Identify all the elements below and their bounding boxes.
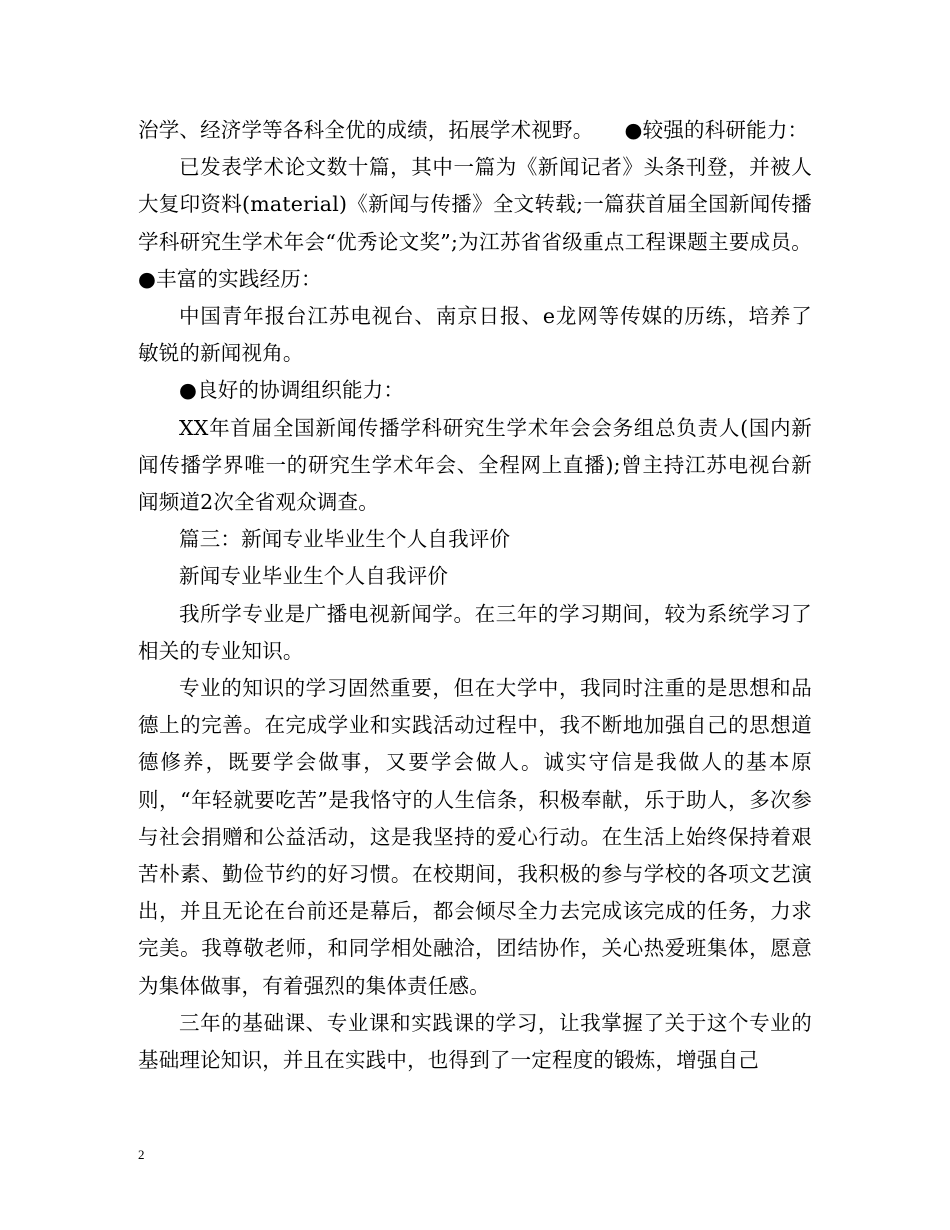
paragraph-2: 已发表学术论文数十篇，其中一篇为《新闻记者》头条刊登，并被人大复印资料(material)《新闻与传播》全文转载;一篇获首届全国新闻传播学科研究生学术年会“优秀论文奖”;为江苏省省级重点工程课题主要成员。 ●丰富的实践经历：	[138, 155, 812, 291]
paragraph-9: 专业的知识的学习固然重要，但在大学中，我同时注重的是思想和品德上的完善。在完成学业和实践活动过程中，我不断地加强自己的思想道德修养，既要学会做事，又要学会做人。诚实守信是我做人的基本原则，“年轻就要吃苦”是我恪守的人生信条，积极奉献，乐于助人，多次参与社会捐赠和公益活动，这是我坚持的爱心行动。在生活上始终保持着艰苦朴素、勤俭节约的好习惯。在校期间，我积极的参与学校的各项文艺演出，并且无论在台前还是幕后，都会倾尽全力去完成该完成的任务，力求完美。我尊敬老师，和同学相处融洽，团结协作，关心热爱班集体，愿意为集体做事，有着强烈的集体责任感。	[138, 676, 812, 998]
paragraph-10: 三年的基础课、专业课和实践课的学习，让我掌握了关于这个专业的基础理论知识，并且在实践中，也得到了一定程度的锻炼，增强自己	[138, 1010, 812, 1073]
section-heading: 篇三：新闻专业毕业生个人自我评价	[179, 527, 511, 552]
section-title: 新闻专业毕业生个人自我评价	[179, 564, 449, 589]
paragraph-3: 中国青年报台江苏电视台、南京日报、e龙网等传媒的历练，培养了敏锐的新闻视角。	[138, 304, 812, 366]
document-body	[138, 112, 812, 1079]
paragraph-5: XX年首届全国新闻传播学科研究生学术年会会务组总负责人(国内新闻传播学界唯一的研究生学术年会、全程网上直播);曾主持江苏电视台新闻频道2次全省观众调查。	[138, 415, 812, 515]
page-number: 2	[138, 1147, 145, 1162]
paragraph-4: ●良好的协调组织能力：	[179, 378, 405, 403]
paragraph-8: 我所学专业是广播电视新闻学。在三年的学习期间，较为系统学习了相关的专业知识。	[138, 601, 812, 663]
paragraph-1: 治学、经济学等各科全优的成绩，拓展学术视野。 ●较强的科研能力：	[138, 118, 809, 142]
